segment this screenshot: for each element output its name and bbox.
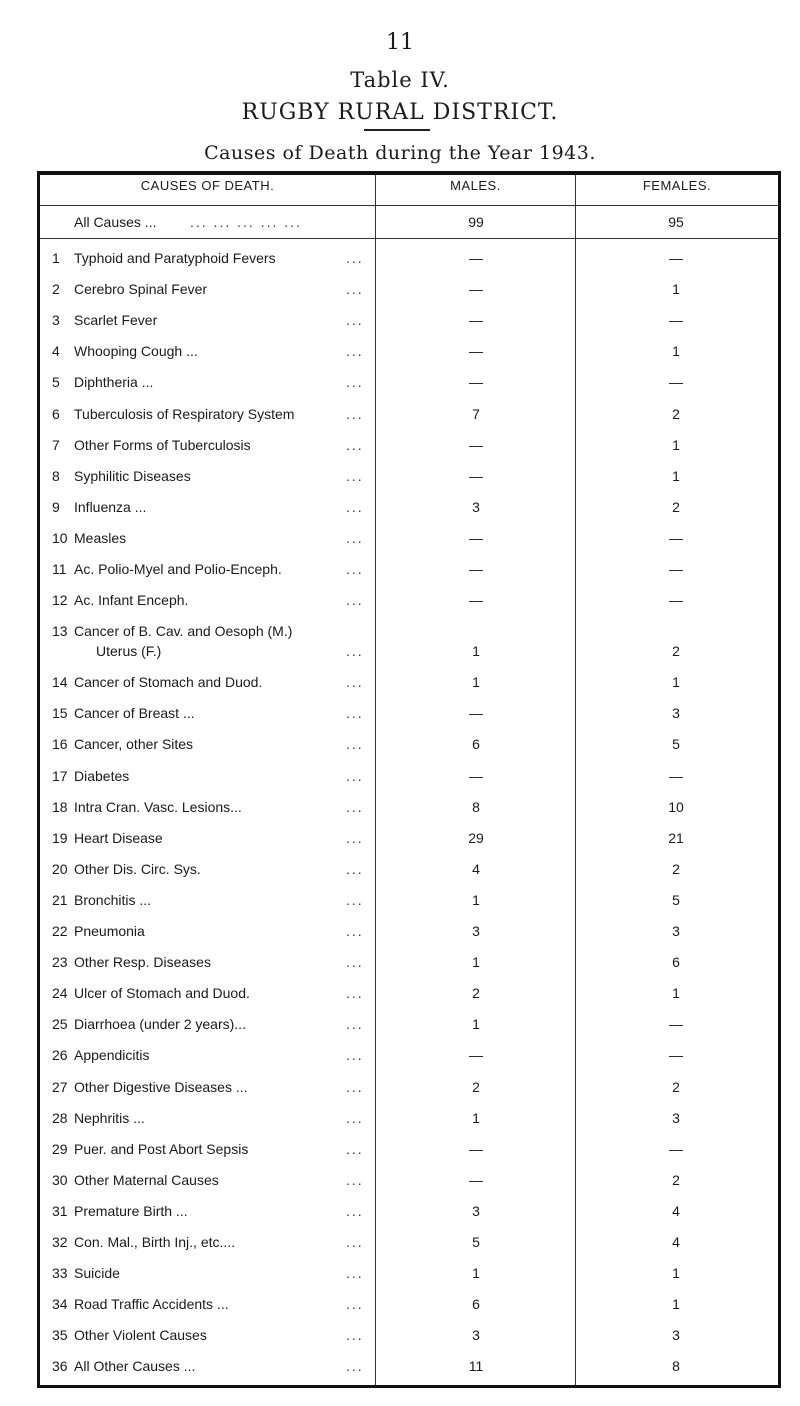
females-value: 3 (672, 1327, 680, 1344)
cause-label-line2: Uterus (F.) (96, 643, 162, 660)
row-number: 5 (52, 374, 60, 391)
males-value: 2 (472, 1078, 480, 1095)
females-value: 3 (672, 923, 680, 939)
males-value: 11 (468, 1358, 484, 1375)
males-value: — (469, 281, 483, 298)
cause-label: Bronchitis ... (74, 891, 152, 908)
leader-dots: ... (346, 561, 364, 577)
females-value: 1 (672, 436, 680, 453)
header-causes: CAUSES OF DEATH. (140, 178, 275, 193)
page-number: 11 (386, 30, 414, 55)
males-value: 6 (472, 1296, 480, 1313)
table-subtitle: Causes of Death during the Year 1943. (204, 142, 596, 164)
males-value: — (469, 1171, 483, 1188)
row-number: 11 (52, 561, 67, 577)
cause-label: Road Traffic Accidents ... (74, 1296, 229, 1313)
cause-label: Ac. Polio-Myel and Polio-Enceph. (74, 561, 282, 577)
table-row (40, 954, 778, 978)
cause-label: Diphtheria ... (74, 374, 154, 391)
leader-dots: ... (346, 798, 364, 815)
males-value: 1 (472, 891, 480, 908)
males-value: 1 (472, 643, 480, 660)
leader-dots: ... (346, 1171, 364, 1188)
males-value: — (469, 592, 483, 609)
table-row (40, 768, 778, 792)
leader-dots: ... (346, 250, 364, 266)
table-row (40, 1110, 778, 1134)
district-title: RUGBY RURAL DISTRICT. (241, 100, 559, 125)
females-value: 8 (672, 1358, 680, 1375)
females-value: 21 (668, 829, 684, 846)
header-females: FEMALES. (642, 178, 712, 193)
females-value: — (669, 1016, 683, 1033)
table-row (40, 592, 778, 616)
row-number: 29 (52, 1140, 68, 1157)
males-value: — (469, 1047, 483, 1064)
row-number: 30 (52, 1171, 68, 1188)
leader-dots: ... (346, 405, 364, 422)
males-value: — (469, 467, 483, 484)
males-value: 1 (472, 1109, 480, 1126)
row-number: 16 (52, 736, 68, 753)
leader-dots: ... (346, 1327, 364, 1344)
table-row (40, 736, 778, 760)
row-number: 19 (52, 829, 68, 846)
leader-dots: ... (346, 281, 364, 298)
females-value: 2 (672, 643, 680, 660)
table-row (40, 892, 778, 916)
males-value: 3 (472, 1327, 480, 1344)
cause-label: Premature Birth ... (74, 1202, 188, 1219)
table-row (40, 250, 778, 274)
males-value: — (469, 250, 483, 266)
row-number: 1 (52, 250, 60, 266)
females-value: — (669, 529, 683, 546)
row-number: 25 (52, 1016, 68, 1033)
row-number: 18 (52, 798, 68, 815)
cause-label: Cerebro Spinal Fever (74, 281, 208, 298)
cause-label: Other Maternal Causes (74, 1171, 219, 1188)
leader-dots: ... (346, 1140, 364, 1157)
males-value: — (469, 374, 483, 391)
males-value: — (469, 529, 483, 546)
males-value: 4 (472, 860, 480, 877)
cause-label: Ac. Infant Enceph. (74, 592, 189, 609)
leader-dots: ... (346, 312, 364, 329)
cause-label: Syphilitic Diseases (74, 467, 191, 484)
row-number: 3 (52, 312, 60, 329)
males-value: 1 (472, 954, 480, 971)
females-value: 3 (672, 705, 680, 722)
table-row (40, 468, 778, 492)
table-row (40, 985, 778, 1009)
cause-label: Other Violent Causes (74, 1327, 207, 1344)
females-value: — (669, 767, 683, 784)
females-value: — (669, 1140, 683, 1157)
row-number: 10 (52, 529, 68, 546)
row-number: 36 (52, 1358, 68, 1375)
males-value: 2 (472, 985, 480, 1002)
cause-label: Influenza ... (74, 498, 147, 515)
leader-dots: ... (346, 467, 364, 484)
cause-label: Cancer, other Sites (74, 736, 194, 753)
row-number: 23 (52, 954, 68, 971)
table-row (40, 799, 778, 823)
table-row (40, 281, 778, 305)
table-row (40, 374, 778, 398)
row-number: 22 (52, 923, 68, 939)
table-row (40, 1234, 778, 1258)
cause-label: Whooping Cough ... (74, 343, 198, 360)
all-causes-rule (40, 238, 778, 239)
leader-dots: ... (346, 674, 364, 691)
females-value: 1 (672, 467, 680, 484)
females-value: 1 (672, 281, 680, 298)
females-value: 2 (672, 498, 680, 515)
cause-label: Pneumonia (74, 923, 145, 939)
table-row (40, 1265, 778, 1289)
females-value: 10 (668, 798, 684, 815)
females-value: 1 (672, 1265, 680, 1282)
cause-label: Nephritis ... (74, 1109, 145, 1126)
females-value: 2 (672, 1078, 680, 1095)
cause-label: Intra Cran. Vasc. Lesions... (74, 798, 242, 815)
leader-dots: ... (346, 985, 364, 1002)
leader-dots: ... (346, 1016, 364, 1033)
table-row (40, 1079, 778, 1103)
cause-label: Other Resp. Diseases (74, 954, 211, 971)
females-value: — (669, 1047, 683, 1064)
row-number: 14 (52, 674, 68, 691)
leader-dots: ... (346, 1265, 364, 1282)
males-value: 1 (472, 674, 480, 691)
cause-label: Ulcer of Stomach and Duod. (74, 985, 250, 1002)
all-causes-dots: ... ... ... ... ... (190, 214, 302, 230)
row-number: 26 (52, 1047, 68, 1064)
cause-label: All Other Causes ... (74, 1358, 196, 1375)
males-value: 6 (472, 736, 480, 753)
row-number: 35 (52, 1327, 68, 1344)
table-row (40, 705, 778, 729)
leader-dots: ... (346, 829, 364, 846)
table-row (40, 623, 778, 660)
leader-dots: ... (346, 1078, 364, 1095)
cause-label: Con. Mal., Birth Inj., etc.... (74, 1234, 236, 1250)
leader-dots: ... (346, 343, 364, 360)
males-value: — (469, 1140, 483, 1157)
table-top-border (38, 171, 780, 175)
table-row (40, 530, 778, 554)
row-number: 20 (52, 860, 68, 877)
males-value: 8 (472, 798, 480, 815)
row-number: 32 (52, 1234, 68, 1250)
table-row (40, 1016, 778, 1040)
row-number: 4 (52, 343, 60, 360)
table-row (40, 406, 778, 430)
cause-label: Tuberculosis of Respiratory System (74, 405, 295, 422)
males-value: — (469, 705, 483, 722)
males-value: 3 (472, 498, 480, 515)
cause-label: Suicide (74, 1265, 120, 1282)
cause-label: Typhoid and Paratyphoid Fevers (74, 250, 276, 266)
row-number: 34 (52, 1296, 68, 1313)
row-number: 9 (52, 498, 60, 515)
males-value: 1 (472, 1016, 480, 1033)
females-value: — (669, 561, 683, 577)
all-causes-label: All Causes ... (74, 214, 157, 230)
table-right-border (778, 171, 781, 1388)
row-number: 7 (52, 436, 60, 453)
leader-dots: ... (346, 1109, 364, 1126)
table-row (40, 1358, 778, 1382)
leader-dots: ... (346, 643, 364, 660)
cause-label: Heart Disease (74, 829, 163, 846)
leader-dots: ... (346, 860, 364, 877)
males-value: — (469, 561, 483, 577)
males-value: 3 (472, 923, 480, 939)
table-row (40, 1296, 778, 1320)
all-causes-males: 99 (468, 214, 484, 230)
row-number: 8 (52, 467, 60, 484)
cause-label: Appendicitis (74, 1047, 150, 1064)
females-value: — (669, 250, 683, 266)
females-value: — (669, 374, 683, 391)
row-number: 27 (52, 1078, 68, 1095)
table-row (40, 312, 778, 336)
table-row (40, 1327, 778, 1351)
leader-dots: ... (346, 529, 364, 546)
table-row (40, 1047, 778, 1071)
header-rule (40, 205, 778, 206)
header-males: MALES. (450, 178, 501, 193)
females-value: 2 (672, 860, 680, 877)
table-row (40, 561, 778, 585)
females-value: 1 (672, 1296, 680, 1313)
females-value: 2 (672, 405, 680, 422)
table-title: Table IV. (350, 68, 450, 92)
males-value: 29 (468, 829, 484, 846)
males-value: — (469, 312, 483, 329)
leader-dots: ... (346, 374, 364, 391)
leader-dots: ... (346, 1047, 364, 1064)
males-value: 7 (472, 405, 480, 422)
row-number: 21 (52, 891, 68, 908)
title-rule (364, 129, 430, 131)
cause-label: Other Forms of Tuberculosis (74, 436, 251, 453)
females-value: 5 (672, 891, 680, 908)
females-value: 1 (672, 343, 680, 360)
females-value: 1 (672, 674, 680, 691)
cause-label: Other Digestive Diseases ... (74, 1078, 248, 1095)
table-row (40, 343, 778, 367)
females-value: 4 (672, 1234, 680, 1250)
table-row (40, 437, 778, 461)
table-row (40, 1172, 778, 1196)
leader-dots: ... (346, 436, 364, 453)
row-number: 31 (52, 1202, 68, 1219)
cause-label: Scarlet Fever (74, 312, 158, 329)
females-value: 5 (672, 736, 680, 753)
all-causes-females: 95 (668, 214, 684, 230)
table-row (40, 861, 778, 885)
females-value: 6 (672, 954, 680, 971)
table-row (40, 830, 778, 854)
leader-dots: ... (346, 1296, 364, 1313)
males-value: — (469, 343, 483, 360)
leader-dots: ... (346, 767, 364, 784)
cause-label: Cancer of Breast ... (74, 705, 195, 722)
females-value: 1 (672, 985, 680, 1002)
table-row (40, 923, 778, 947)
females-value: — (669, 592, 683, 609)
table-row (40, 499, 778, 523)
row-number: 12 (52, 592, 68, 609)
leader-dots: ... (346, 592, 364, 609)
row-number: 15 (52, 705, 68, 722)
row-number: 13 (52, 623, 68, 640)
leader-dots: ... (346, 1234, 364, 1250)
cause-label: Measles (74, 529, 127, 546)
cause-label: Diarrhoea (under 2 years)... (74, 1016, 246, 1033)
cause-label: Cancer of Stomach and Duod. (74, 674, 263, 691)
females-value: — (669, 312, 683, 329)
leader-dots: ... (346, 705, 364, 722)
table-row (40, 674, 778, 698)
row-number: 28 (52, 1109, 68, 1126)
row-number: 24 (52, 985, 68, 1002)
leader-dots: ... (346, 1202, 364, 1219)
row-number: 6 (52, 405, 60, 422)
leader-dots: ... (346, 954, 364, 971)
females-value: 2 (672, 1171, 680, 1188)
cause-label: Other Dis. Circ. Sys. (74, 860, 201, 877)
table-bottom-border (38, 1385, 780, 1388)
males-value: 1 (472, 1265, 480, 1282)
males-value: — (469, 767, 483, 784)
females-value: 3 (672, 1109, 680, 1126)
row-number: 33 (52, 1265, 68, 1282)
males-value: — (469, 436, 483, 453)
cause-label: Cancer of B. Cav. and Oesoph (M.) (74, 623, 293, 640)
cause-label: Puer. and Post Abort Sepsis (74, 1140, 249, 1157)
leader-dots: ... (346, 923, 364, 939)
leader-dots: ... (346, 736, 364, 753)
males-value: 5 (472, 1234, 480, 1250)
leader-dots: ... (346, 1358, 364, 1375)
cause-label: Diabetes (74, 767, 130, 784)
row-number: 17 (52, 767, 68, 784)
table-row (40, 1141, 778, 1165)
males-value: 3 (472, 1202, 480, 1219)
females-value: 4 (672, 1202, 680, 1219)
leader-dots: ... (346, 891, 364, 908)
row-number: 2 (52, 281, 60, 298)
table-row (40, 1203, 778, 1227)
leader-dots: ... (346, 498, 364, 515)
